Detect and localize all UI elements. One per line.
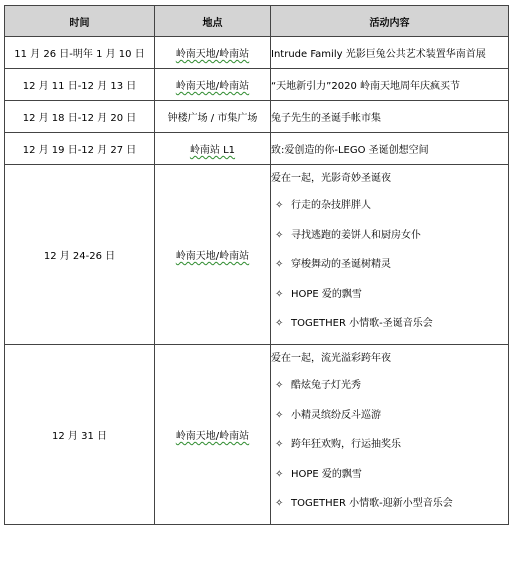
table-row: [5, 37, 509, 69]
list-item-text: 酷炫兔子灯光秀: [291, 379, 361, 391]
schedule-table: [4, 5, 509, 525]
table-row: [5, 69, 509, 101]
list-item-text: HOPE 爱的飘雪: [291, 288, 362, 300]
location-text: 岭南站 L1: [189, 145, 236, 156]
header-location: 地点: [155, 6, 271, 37]
list-item: [271, 406, 508, 436]
sparkle-bullet-icon: ✧: [275, 318, 284, 330]
location-cell: [155, 165, 271, 345]
table-row: [5, 101, 509, 133]
location-cell: 钟楼广场 / 市集广场: [155, 101, 271, 133]
location-cell: [155, 69, 271, 101]
list-item: [271, 465, 508, 495]
location-cell: [155, 37, 271, 69]
list-item: [271, 314, 508, 344]
list-item: [271, 226, 508, 256]
list-item-text: 寻找逃跑的姜饼人和厨房女仆: [291, 229, 421, 241]
header-time: 时间: [5, 6, 155, 37]
location-text: 岭南天地/岭南站: [175, 81, 250, 92]
list-item-text: 穿梭舞动的圣诞树精灵: [291, 259, 391, 271]
activity-cell: 致:爱创造的你-LEGO 圣诞创想空间: [271, 133, 509, 165]
table-row-new-year: [5, 344, 509, 524]
header-activity: 活动内容: [271, 6, 509, 37]
location-cell: [155, 344, 271, 524]
sparkle-bullet-icon: ✧: [275, 498, 284, 510]
list-item-text: 行走的杂技胖胖人: [291, 200, 371, 211]
time-cell: 12 月 24-26 日: [5, 165, 155, 345]
sparkle-bullet-icon: ✧: [275, 200, 284, 211]
sparkle-bullet-icon: ✧: [275, 468, 284, 480]
sparkle-bullet-icon: ✧: [275, 439, 284, 451]
list-item: [271, 196, 508, 226]
activity-cell: Intrude Family 光影巨兔公共艺术装置华南首展: [271, 37, 509, 69]
sparkle-bullet-icon: ✧: [275, 229, 284, 241]
activity-heading: 爱在一起，流光溢彩跨年夜: [271, 352, 391, 364]
table-row: [5, 133, 509, 165]
list-item-text: 跨年狂欢购，行运抽奖乐: [291, 439, 401, 451]
list-item-text: TOGETHER 小情歌-圣诞音乐会: [291, 318, 433, 330]
sparkle-bullet-icon: ✧: [275, 379, 284, 391]
time-cell: 12 月 18 日-12 月 20 日: [5, 101, 155, 133]
location-cell: [155, 133, 271, 165]
time-cell: 12 月 19 日-12 月 27 日: [5, 133, 155, 165]
header-row: [5, 6, 509, 37]
time-cell: 12 月 31 日: [5, 344, 155, 524]
list-item-text: TOGETHER 小情歌-迎新小型音乐会: [291, 498, 453, 510]
list-item-text: HOPE 爱的飘雪: [291, 468, 362, 480]
list-item: [271, 494, 508, 524]
location-text: 岭南天地/岭南站: [175, 430, 250, 442]
list-item: [271, 285, 508, 315]
sparkle-bullet-icon: ✧: [275, 259, 284, 271]
sparkle-bullet-icon: ✧: [275, 288, 284, 300]
activity-cell: [271, 344, 509, 524]
activity-cell: “天地新引力”2020 岭南天地周年庆疯买节: [271, 69, 509, 101]
sparkle-bullet-icon: ✧: [275, 409, 284, 421]
list-item-text: 小精灵缤纷反斗巡游: [291, 409, 381, 421]
list-item: [271, 376, 508, 406]
location-text: 岭南天地/岭南站: [175, 49, 250, 60]
list-item: [271, 435, 508, 465]
location-text: 岭南天地/岭南站: [175, 250, 250, 262]
list-item: [271, 255, 508, 285]
time-cell: 12 月 11 日-12 月 13 日: [5, 69, 155, 101]
time-cell: 11 月 26 日-明年 1 月 10 日: [5, 37, 155, 69]
table-row-christmas: [5, 165, 509, 345]
activity-cell: 兔子先生的圣诞手帐市集: [271, 101, 509, 133]
activity-heading: 爱在一起，光影奇妙圣诞夜: [271, 173, 391, 184]
activity-cell: [271, 165, 509, 345]
